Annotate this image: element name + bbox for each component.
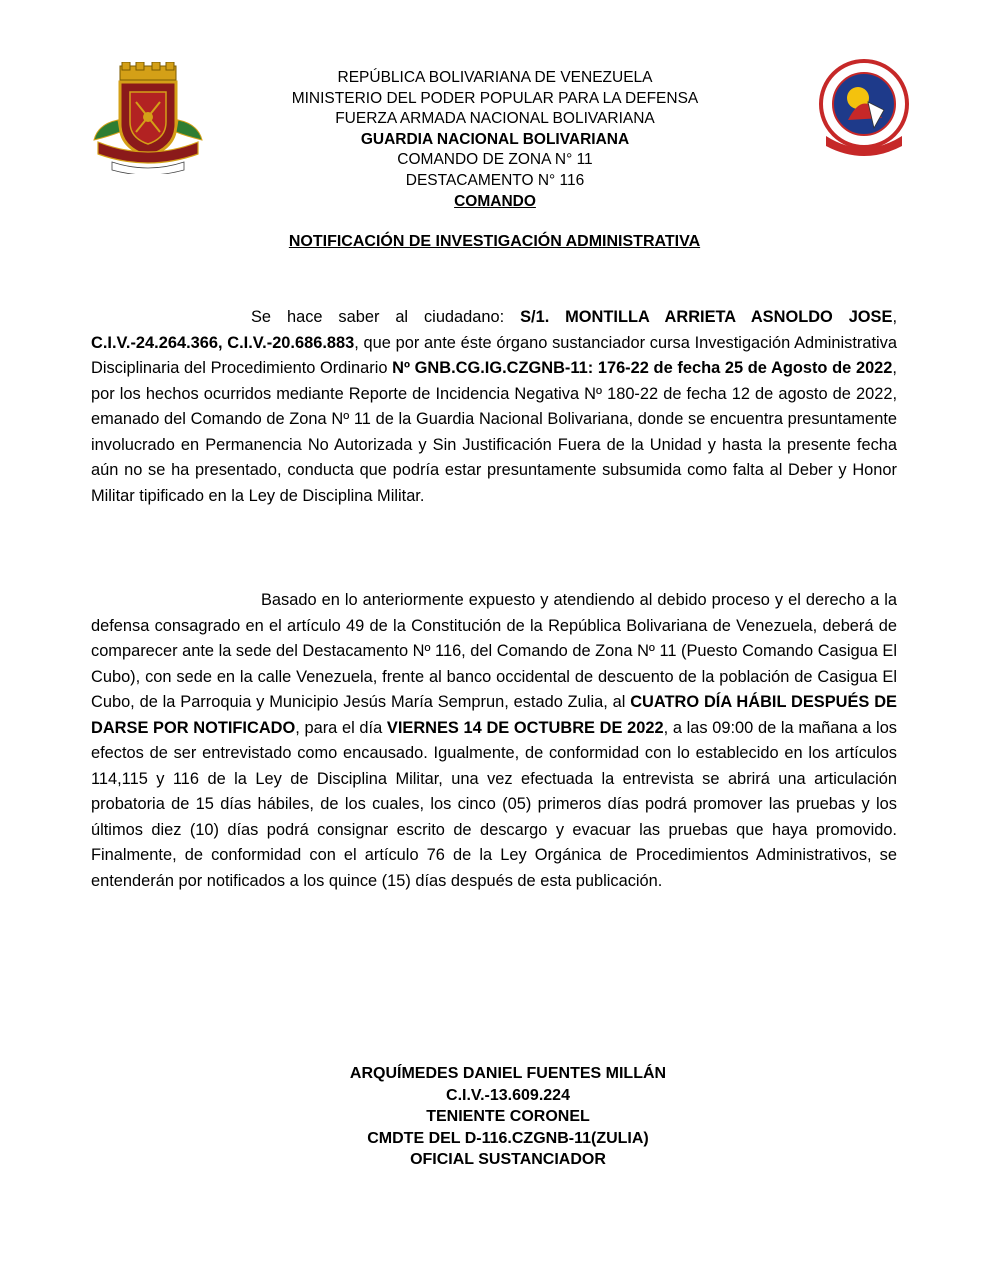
header-command: COMANDO — [454, 192, 536, 210]
p1-text: , que por ante éste órgano sustanciador cursa Investigación Administrativa Disciplinaria del Procedimiento Ordinario — [91, 333, 897, 377]
header-armed-forces: FUERZA ARMADA NACIONAL BOLIVARIANA — [335, 110, 655, 128]
p1-citizen-name: S/1. MONTILLA ARRIETA ASNOLDO JOSE — [520, 308, 893, 326]
header-ministry: MINISTERIO DEL PODER POPULAR PARA LA DEFENSA — [291, 89, 699, 107]
header-republic: REPÚBLICA BOLIVARIANA DE VENEZUELA — [337, 69, 653, 86]
p1-intro: Se hace saber al ciudadano: — [251, 308, 521, 326]
signatory-id: C.I.V.-13.609.224 — [446, 1086, 570, 1104]
paragraph-summons — [91, 588, 897, 894]
signatory-post: CMDTE DEL D-116.CZGNB-11(ZULIA) — [367, 1129, 649, 1147]
header-detachment: DESTACAMENTO N° 116 — [405, 171, 585, 189]
header-guard: GUARDIA NACIONAL BOLIVARIANA — [360, 130, 630, 148]
paragraph-notification — [91, 305, 897, 509]
p2-appearance-deadline: CUATRO DÍA HÁBIL DESPUÉS DE DARSE POR NOTIFICADO — [91, 693, 897, 737]
p1-id-numbers: C.I.V.-24.264.366, C.I.V.-20.686.883 — [91, 333, 355, 352]
p1-sep: , — [892, 308, 897, 326]
document-title: NOTIFICACIÓN DE INVESTIGACIÓN ADMINISTRATIVA — [288, 233, 701, 250]
p2-text: Basado en lo anteriormente expuesto y atendiendo al debido proceso y el derecho a la defensa consagrado en el artículo 49 de la Constitución de la República Bolivariana de Venezuela, deberá de comparecer ante la sede del Destacamento Nº 116, del Comando de Zona Nº 11 (Puesto Comando Casigua El Cubo), con sede en la calle Venezuela, frente al banco occidental de descuento de la población de Casigua El Cubo, de la Parroquia y Municipio Jesús María Semprun, estado Zulia, al — [91, 591, 897, 711]
p2-sep: , para el día — [295, 718, 387, 737]
p1-procedure-number: Nº GNB.CG.IG.CZGNB-11: 176-22 de fecha 25 de Agosto de 2022 — [392, 359, 893, 377]
signature-block — [200, 1063, 816, 1171]
gnb-coat-of-arms-icon — [92, 62, 204, 174]
header-zone-command: COMANDO DE ZONA N° 11 — [397, 151, 593, 169]
p2-appearance-date: VIERNES 14 DE OCTUBRE DE 2022 — [386, 718, 664, 737]
document-header — [200, 68, 790, 212]
signatory-role: OFICIAL SUSTANCIADOR — [410, 1151, 606, 1168]
signatory-rank: TENIENTE CORONEL — [426, 1108, 590, 1125]
p1-details: , por los hechos ocurridos mediante Reporte de Incidencia Negativa Nº 180-22 de fecha 12 de agosto de 2022, emanado del Comando de Zona Nº 11 de la Guardia Nacional Bolivariana, donde se encuentra presuntamente involucrado en Permanencia No Autorizada y Sin Justificación Fuera de la Unidad y hasta la presente fecha aún no se ha presentado, conducta que podría estar presuntamente subsumida como falta al Deber y Honor Militar tipificado en la Ley de Disciplina Militar. — [91, 359, 897, 505]
p2-details: , a las 09:00 de la mañana a los efectos de ser entrevistado como encausado. Igualmente, de conformidad con lo establecido en los artículos 114,115 y 116 de la Ley de Disciplina Militar, una vez efectuada la entrevista se abrirá una articulación probatoria de 15 días hábiles, de los cuales, los cinco (05) primeros días podrá promover las pruebas y los últimos diez (10) días podrá consignar escrito de descargo y evacuar las pruebas que haya promovido. Finalmente, de conformidad con el artículo 76 de la Ley Orgánica de Procedimientos Administrativos, se entenderán por notificados a los quince (15) días después de esta publicación. — [91, 718, 898, 890]
comando-zona-11-seal-icon — [818, 58, 910, 160]
signatory-name: ARQUÍMEDES DANIEL FUENTES MILLÁN — [349, 1065, 667, 1082]
